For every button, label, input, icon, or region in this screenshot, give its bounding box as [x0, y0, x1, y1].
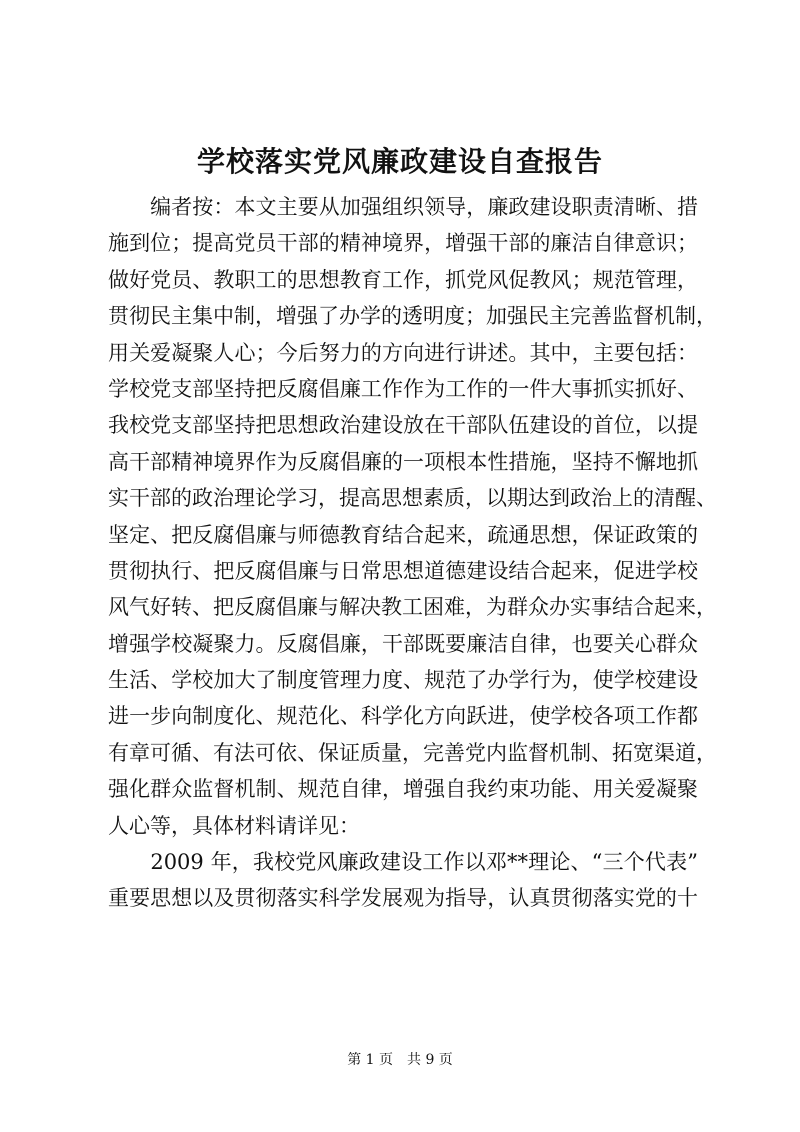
body-line: 人心等，具体材料请详见： [108, 813, 360, 838]
body-line: 用关爱凝聚人心；今后努力的方向进行讲述。其中，主要包括： [108, 340, 698, 365]
body-line: 强化群众监督机制、规范自律，增强自我约束功能、用关爱凝聚 [108, 777, 698, 802]
body-line: 增强学校凝聚力。反腐倡廉，干部既要廉洁自律，也要关心群众 [108, 631, 698, 656]
body-line: 我校党支部坚持把思想政治建设放在干部队伍建设的首位，以提 [108, 413, 698, 438]
body-line: 编者按：本文主要从加强组织领导，廉政建设职责清晰、措 [108, 195, 698, 219]
document-body [108, 189, 717, 917]
body-line: 做好党员、教职工的思想教育工作，抓党风促教风；规范管理， [108, 267, 698, 292]
body-line: 实干部的政治理论学习，提高思想素质，以期达到政治上的清醒、 [108, 486, 717, 511]
body-line: 进一步向制度化、规范化、科学化方向跃进，使学校各项工作都 [108, 704, 698, 729]
body-line: 贯彻执行、把反腐倡廉与日常思想道德建设结合起来，促进学校 [108, 558, 698, 583]
body-line: 生活、学校加大了制度管理力度、规范了办学行为，使学校建设 [108, 668, 698, 693]
body-line: 施到位；提高党员干部的精神境界，增强干部的廉洁自律意识； [108, 231, 698, 256]
body-line: 学校党支部坚持把反腐倡廉工作作为工作的一件大事抓实抓好、 [108, 376, 698, 401]
page-footer: 第 1 页 共 9 页 [347, 1052, 453, 1068]
body-line: 贯彻民主集中制，增强了办学的透明度；加强民主完善监督机制， [108, 304, 717, 329]
body-line: 2009 年，我校党风廉政建设工作以邓**理论、“三个代表” [108, 850, 698, 875]
document-title: 学校落实党风廉政建设自查报告 [196, 145, 603, 178]
body-line: 重要思想以及贯彻落实科学发展观为指导，认真贯彻落实党的十 [108, 886, 698, 911]
body-line: 风气好转、把反腐倡廉与解决教工困难，为群众办实事结合起来， [108, 595, 717, 620]
body-line: 坚定、把反腐倡廉与师德教育结合起来，疏通思想，保证政策的 [108, 522, 698, 547]
body-line: 有章可循、有法可依、保证质量，完善党内监督机制、拓宽渠道， [108, 740, 717, 765]
body-line: 高干部精神境界作为反腐倡廉的一项根本性措施，坚持不懈地抓 [108, 449, 698, 474]
